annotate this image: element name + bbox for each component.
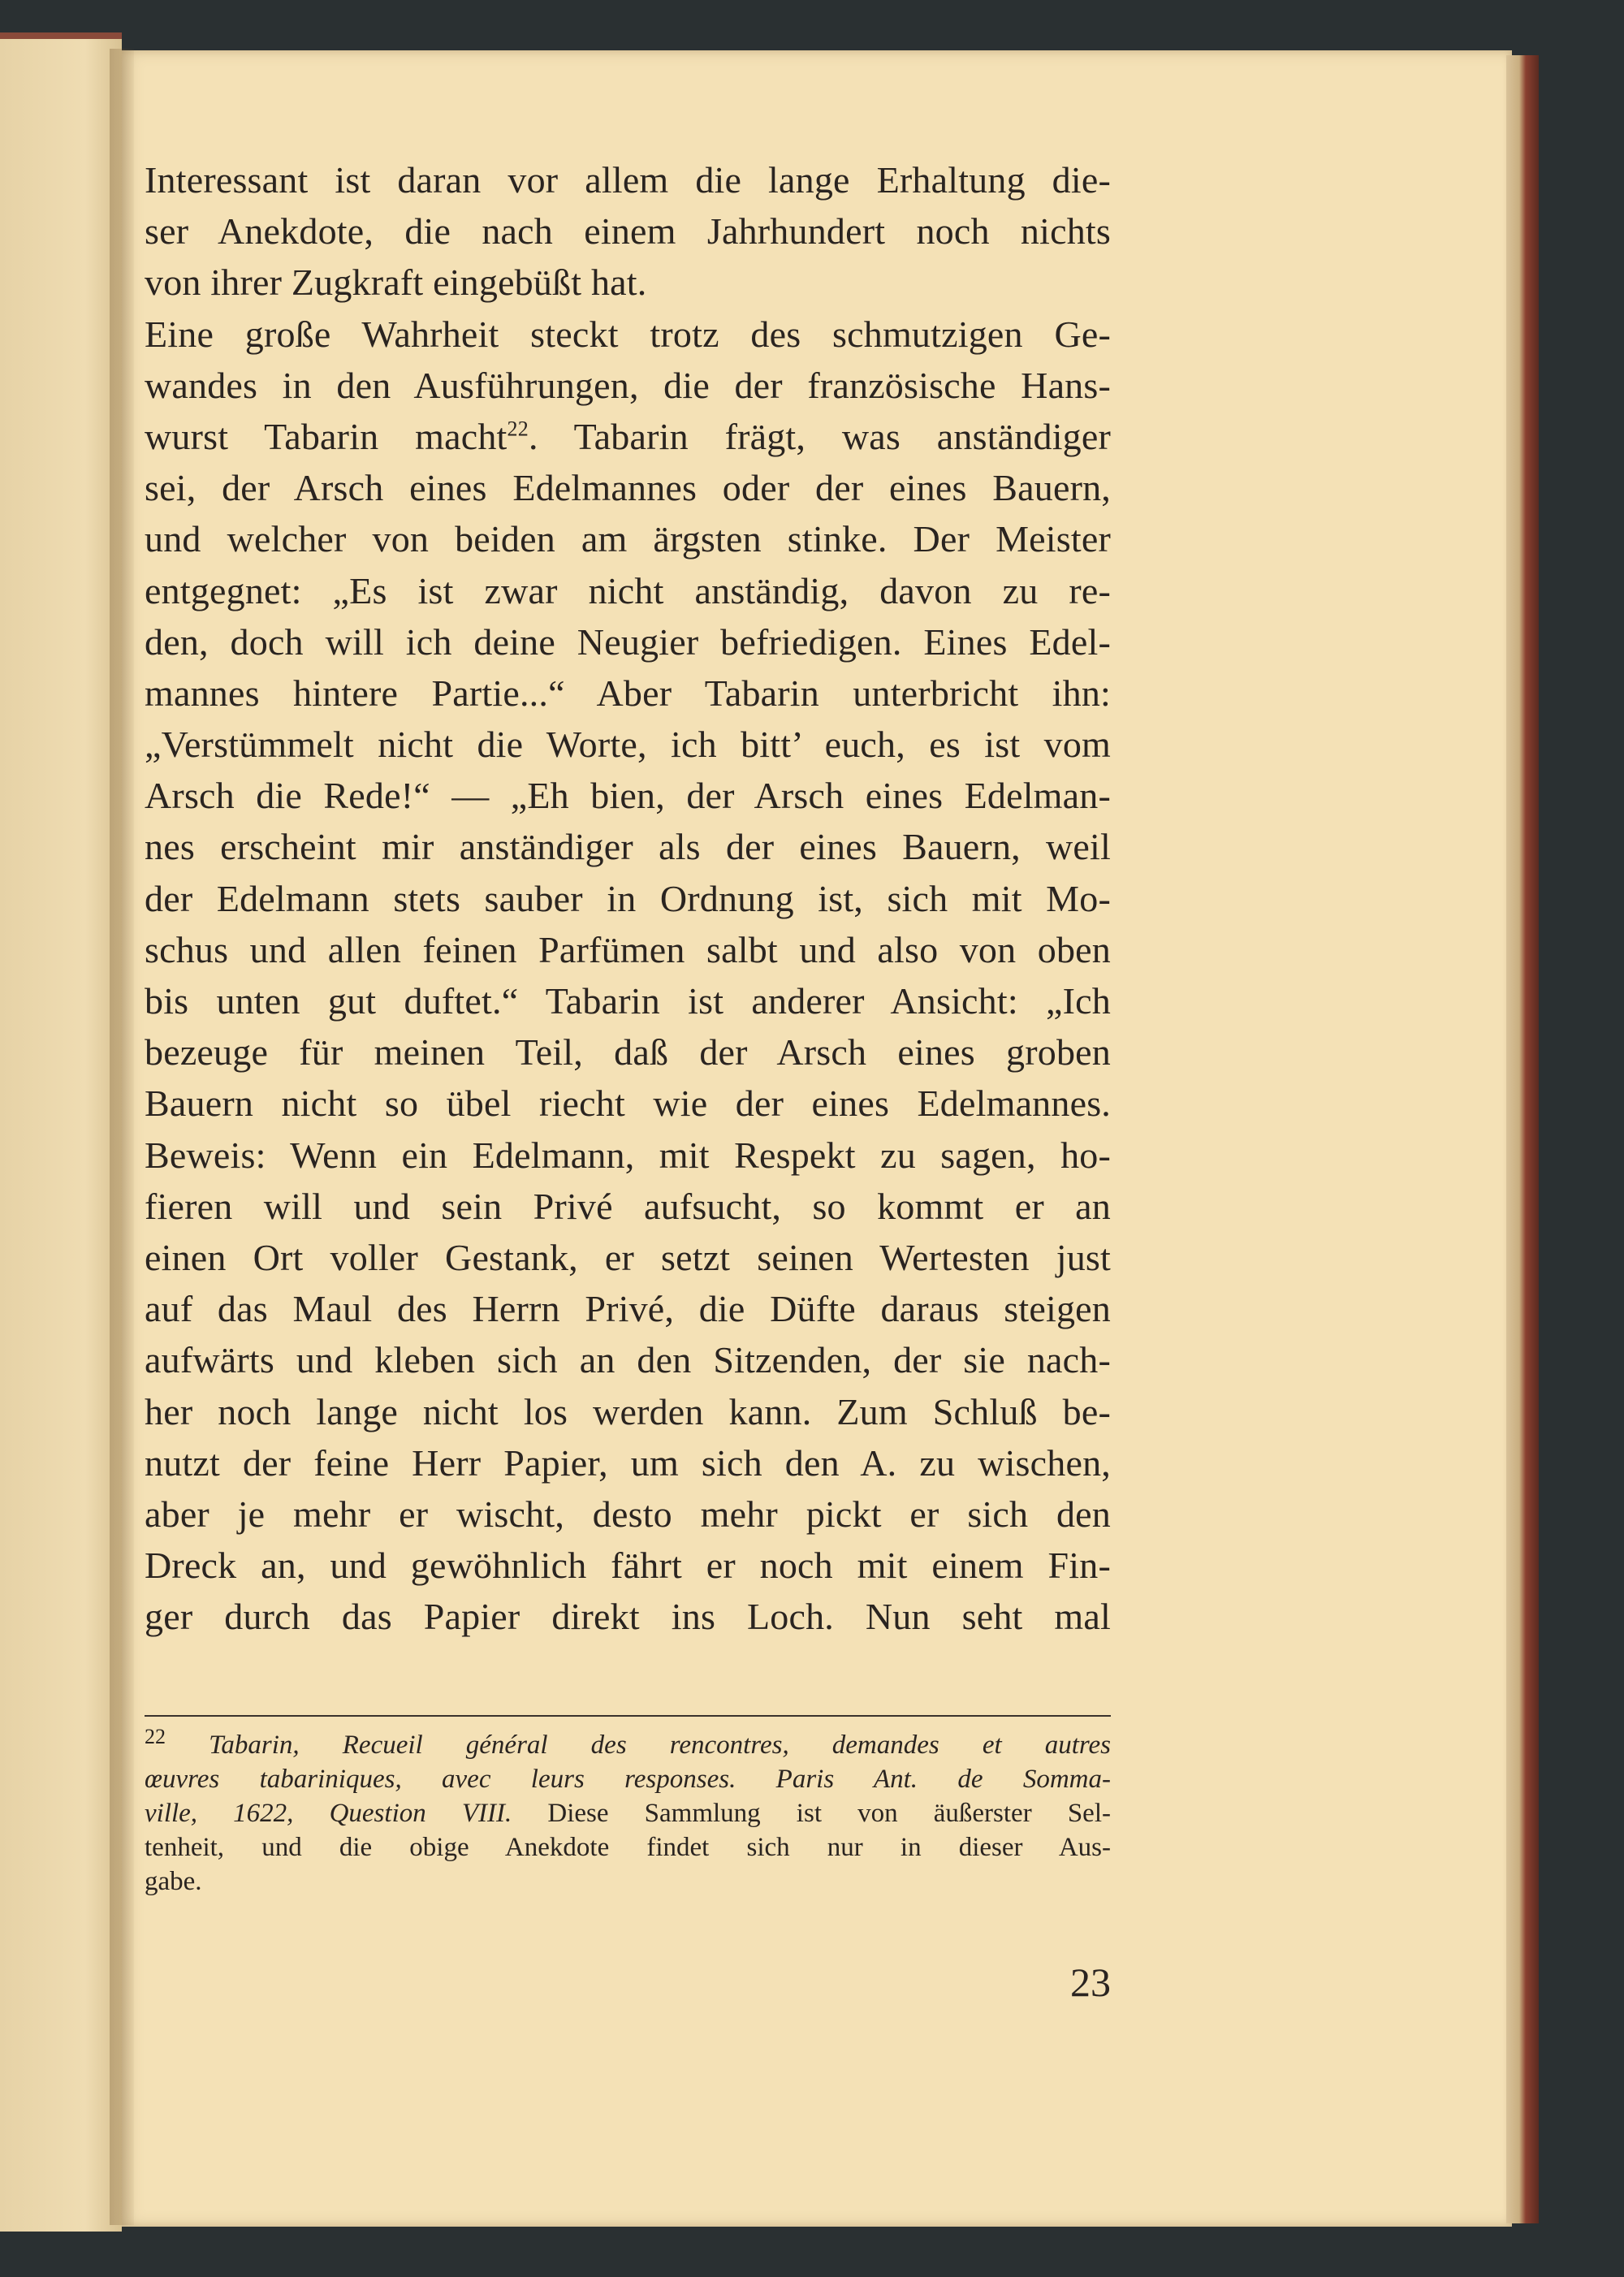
text-line: nes erscheint mir anständiger als der eines Bauern, weil [145,826,1111,868]
text-line: ger durch das Papier direkt ins Loch. Nun seht mal [145,1596,1111,1638]
text-line: ser Anekdote, die nach einem Jahrhundert noch nichts [145,210,1111,253]
text-line: der Edelmann stets sauber in Ordnung ist, sich mit Mo- [145,877,1111,919]
footnote-divider [145,1715,1111,1717]
text-line: aufwärts und kleben sich an den Sitzenden, der sie nach- [145,1339,1111,1381]
page-gutter [110,49,134,2225]
text-line: fieren will und sein Privé aufsucht, so kommt er an [145,1185,1111,1227]
text-line: aber je mehr er wischt, desto mehr pickt er sich den [145,1493,1111,1535]
text-line: schus und allen feinen Parfümen salbt und also von oben [145,928,1111,970]
text-line: von ihrer Zugkraft eingebüßt hat. [145,261,647,304]
text-line: nutzt der feine Herr Papier, um sich den A. zu wischen, [145,1441,1111,1484]
footnote-line [145,1725,1112,1762]
left-page-edge [0,32,122,2232]
text-line: und welcher von beiden am ärgsten stinke. Der Meister [145,518,1111,560]
footnote-marker: 22 [145,1725,166,1748]
text-line: mannes hintere Partie...“ Aber Tabarin unterbricht ihn: [145,672,1111,714]
text-line: bezeuge für meinen Teil, daß der Arsch eines groben [145,1031,1111,1074]
text-line: bis unten gut duftet.“ Tabarin ist anderer Ansicht: „Ich [145,980,1111,1022]
footnote-citation: Tabarin, Recueil général des rencontres, demandes et autres [209,1730,1112,1760]
text-line: her noch lange nicht los werden kann. Zum Schluß be- [145,1390,1111,1432]
text-line: auf das Maul des Herrn Privé, die Düfte daraus steigen [145,1288,1111,1330]
footnote [145,1725,1112,1899]
page-number: 23 [1070,1959,1111,2005]
footnote-line: gabe. [145,1867,202,1896]
text-fragment: . Tabarin frägt, was anständiger [528,415,1112,457]
footnote-citation: ville, 1622, Question VIII. [145,1799,512,1828]
text-line: einen Ort voller Gestank, er setzt seinen Wertesten just [145,1236,1111,1278]
text-line: entgegnet: „Es ist zwar nicht anständig, davon zu re- [145,569,1111,611]
text-line: Dreck an, und gewöhnlich fährt er noch mit einem Fin- [145,1545,1111,1587]
text-line: Interessant ist daran vor allem die lange Erhaltung die- [145,159,1111,201]
footnote-line: tenheit, und die obige Anekdote findet sich nur in dieser Aus- [145,1833,1111,1862]
footnote-reference[interactable]: 22 [507,417,529,441]
text-line: sei, der Arsch eines Edelmannes oder der eines Bauern, [145,467,1111,509]
book-cover-edge [1506,55,1539,2223]
text-line: Bauern nicht so übel riecht wie der eines Edelmannes. [145,1082,1111,1125]
text-fragment: wurst Tabarin macht [145,415,508,457]
text-line: Beweis: Wenn ein Edelmann, mit Respekt zu sagen, ho- [145,1134,1111,1176]
text-line: „Verstümmelt nicht die Worte, ich bitt’ euch, es ist vom [145,724,1111,766]
footnote-text: Diese Sammlung ist von äußerster Sel- [512,1799,1111,1828]
text-line: den, doch will ich deine Neugier befriedigen. Eines Edel- [145,620,1111,663]
footnote-line [145,1796,1111,1830]
main-text [145,154,1111,1642]
text-line: Eine große Wahrheit steckt trotz des schmutzigen Ge- [145,313,1111,355]
text-line: wandes in den Ausführungen, die der französische Hans- [145,364,1111,406]
text-line: Arsch die Rede!“ — „Eh bien, der Arsch eines Edelman- [145,775,1111,817]
text-line [145,411,1111,462]
footnote-line: œuvres tabariniques, avec leurs responses. Paris Ant. de Somma- [145,1765,1111,1794]
